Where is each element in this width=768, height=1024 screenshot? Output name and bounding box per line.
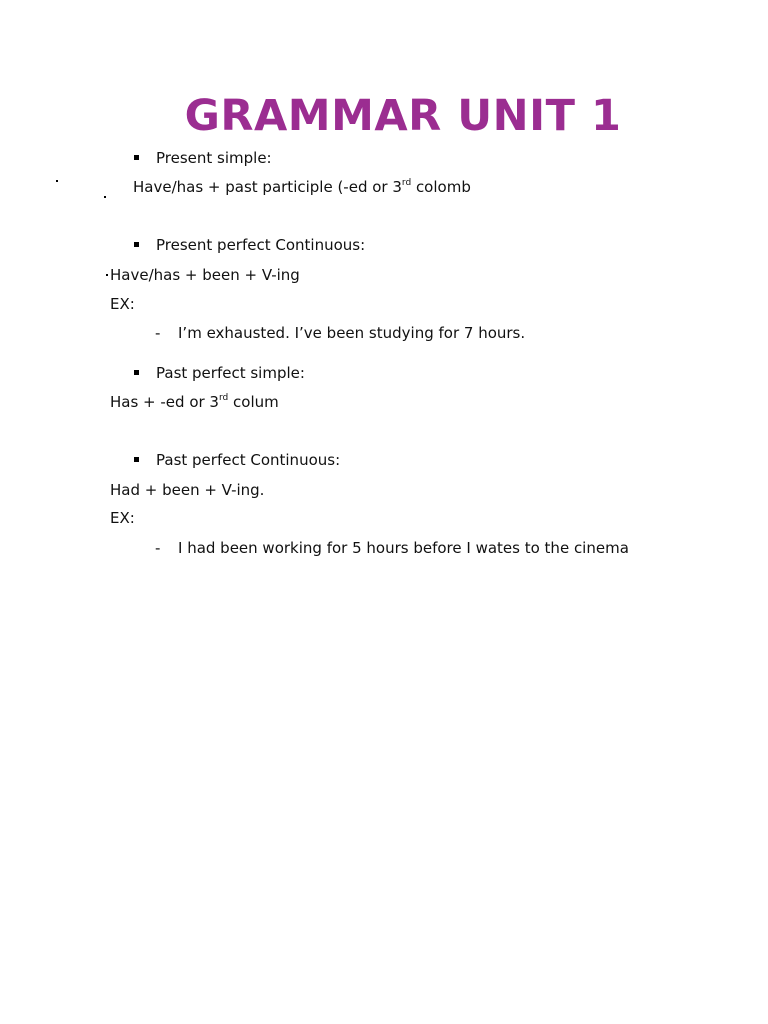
formula-line: Have/has + been + V-ing (110, 266, 300, 284)
bullet-icon (134, 370, 139, 375)
example-label: EX: (110, 295, 135, 313)
formula-text: colum (228, 393, 279, 411)
formula-text: colomb (411, 178, 471, 196)
formula-text: Has + -ed or 3 (110, 393, 219, 411)
section-heading: Past perfect Continuous: (156, 451, 341, 469)
dash-marker: - (155, 324, 161, 342)
stray-mark (56, 180, 58, 182)
section-heading: Present perfect Continuous: (156, 236, 366, 254)
bullet-icon (134, 155, 139, 160)
formula-line (110, 392, 279, 412)
formula-line: Had + been + V-ing. (110, 481, 265, 499)
stray-mark (104, 196, 106, 198)
example-label: EX: (110, 509, 135, 527)
section-heading: Past perfect simple: (156, 364, 305, 382)
example-sentence: I’m exhausted. I’ve been studying for 7 hours. (178, 324, 526, 342)
example-sentence: I had been working for 5 hours before I wates to the cinema (178, 539, 629, 557)
page-title: GRAMMAR UNIT 1 (184, 91, 622, 141)
stray-mark (106, 274, 108, 276)
formula-text: Have/has + past participle (-ed or 3 (133, 178, 402, 196)
section-heading: Present simple: (156, 149, 272, 167)
formula-superscript: rd (401, 178, 412, 188)
bullet-icon (134, 457, 139, 462)
formula-superscript: rd (218, 393, 229, 403)
dash-marker: - (155, 539, 161, 557)
bullet-icon (134, 242, 139, 247)
formula-line (133, 177, 471, 197)
